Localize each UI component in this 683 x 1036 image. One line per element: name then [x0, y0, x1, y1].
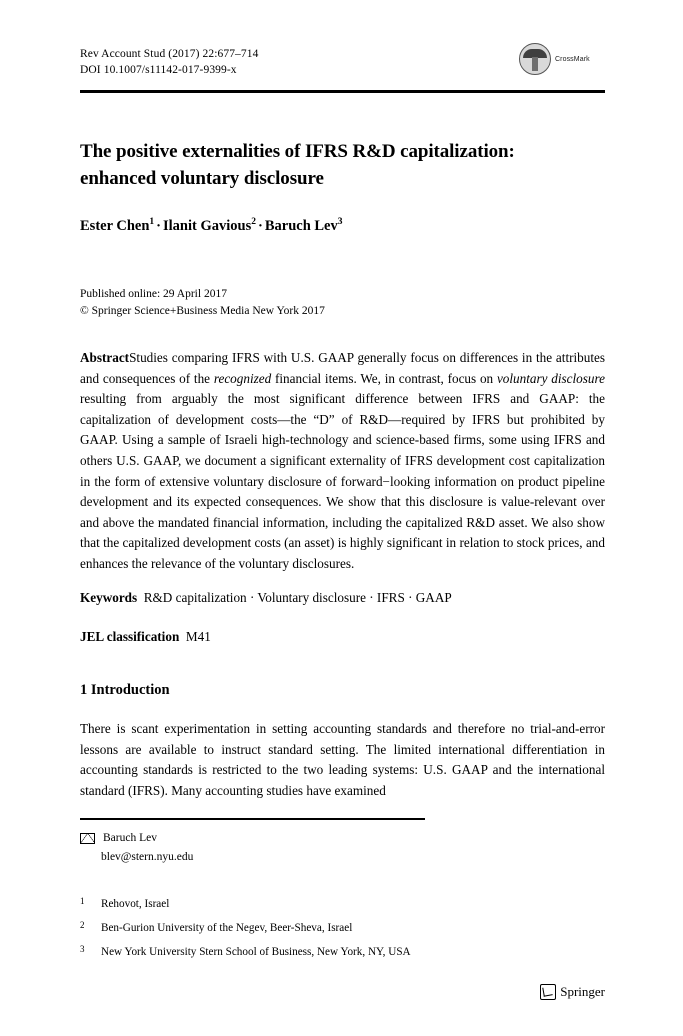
- keywords-label: Keywords: [80, 590, 138, 605]
- published-online-date: Published online: 29 April 2017: [80, 288, 227, 300]
- abstract-text-2: financial items. We, in contrast, focus on: [271, 370, 497, 386]
- page-header: [80, 46, 605, 78]
- abstract-text-1: Studies comparing IFRS with U.S. GAAP generally focus on differences in the attributes and consequences of the: [80, 350, 605, 386]
- springer-mark-icon: [540, 984, 556, 1000]
- crossmark-icon: [519, 43, 551, 75]
- author-affil-marker-3: 3: [337, 217, 343, 227]
- author-affil-marker-1: 1: [149, 217, 155, 227]
- author-separator-2: ·: [258, 217, 263, 234]
- author-separator-1: ·: [156, 217, 162, 234]
- affiliation-number: 3: [80, 944, 85, 954]
- publication-info: [80, 286, 600, 320]
- affiliation-text: Ben-Gurion University of the Negev, Beer-Sheva, Israel: [101, 922, 353, 934]
- affiliation-number: 2: [80, 920, 85, 930]
- affiliation-item: [80, 892, 580, 916]
- abstract-emph-1: recognized: [213, 370, 272, 386]
- affiliation-list: [80, 892, 580, 964]
- publisher-logo: [540, 984, 605, 1000]
- affiliation-text: Rehovot, Israel: [101, 898, 170, 910]
- crossmark-badge[interactable]: [519, 42, 605, 76]
- jel-line: [80, 627, 605, 647]
- corresponding-author: [80, 830, 480, 866]
- abstract-text-3: resulting from arguably the most significant difference between IFRS and GAAP: the capitalization of development costs—the “D” of R&D—required by IFRS but prohibited by GAAP. Using a sample of Israeli high-technology and science-based firms, some using IFRS and others U.S. GAAP, we document a significant externality of IFRS development cost capitalization in the form of extensive voluntary disclosure of forward−looking information on product pipeline development and its expected consequences. We show that this disclosure is value-relevant over and above the mandated financial information, including the capitalized R&D asset. We also show that the capitalized development costs (an asset) is highly significant in relation to stock prices, and enhances the relevance of the voluntary disclosures.: [80, 391, 605, 571]
- copyright-line: © Springer Science+Business Media New York 2017: [80, 305, 325, 317]
- author-name-1: Ester Chen: [80, 217, 150, 234]
- section-paragraph-introduction: There is scant experimentation in setting accounting standards and therefore no trial-and-error lessons are available to instruct standard setting. The limited international differentiation in accounting standards is restricted to the two leading systems: U.S. GAAP and the international standard (IFRS). Many accounting studies have examined: [80, 721, 605, 798]
- doi-line: DOI 10.1007/s11142-017-9399-x: [80, 64, 237, 76]
- author-affil-marker-2: 2: [251, 217, 256, 227]
- page-title: The positive externalities of IFRS R&D capitalization: enhanced voluntary disclosure: [80, 141, 515, 189]
- author-name-2: Ilanit Gavious: [163, 217, 252, 234]
- author-list: [80, 212, 600, 236]
- abstract-block: [80, 348, 605, 575]
- jel-label: JEL classification: [80, 629, 180, 644]
- keywords-line: [80, 588, 605, 608]
- journal-citation: Rev Account Stud (2017) 22:677–714: [80, 48, 259, 60]
- keywords-value: R&D capitalization · Voluntary disclosure · IFRS · GAAP: [143, 590, 452, 605]
- corresponding-author-name: Baruch Lev: [103, 832, 157, 844]
- affiliation-number: 1: [80, 896, 85, 906]
- affiliation-item: [80, 940, 580, 964]
- jel-value: M41: [185, 629, 211, 644]
- crossmark-label: CrossMark: [555, 55, 590, 63]
- affiliation-text: New York University Stern School of Business, New York, NY, USA: [101, 946, 411, 958]
- footnote-divider: [80, 818, 425, 820]
- envelope-icon: [80, 833, 95, 844]
- section-heading-introduction: 1 Introduction: [80, 682, 170, 698]
- abstract-label: Abstract: [80, 350, 130, 365]
- header-divider: [80, 90, 605, 93]
- corresponding-author-email[interactable]: blev@stern.nyu.edu: [101, 851, 194, 863]
- abstract-emph-2: voluntary disclosure: [496, 370, 605, 386]
- affiliation-item: [80, 916, 580, 940]
- publisher-name: Springer: [560, 984, 605, 999]
- author-name-3: Baruch Lev: [264, 217, 338, 234]
